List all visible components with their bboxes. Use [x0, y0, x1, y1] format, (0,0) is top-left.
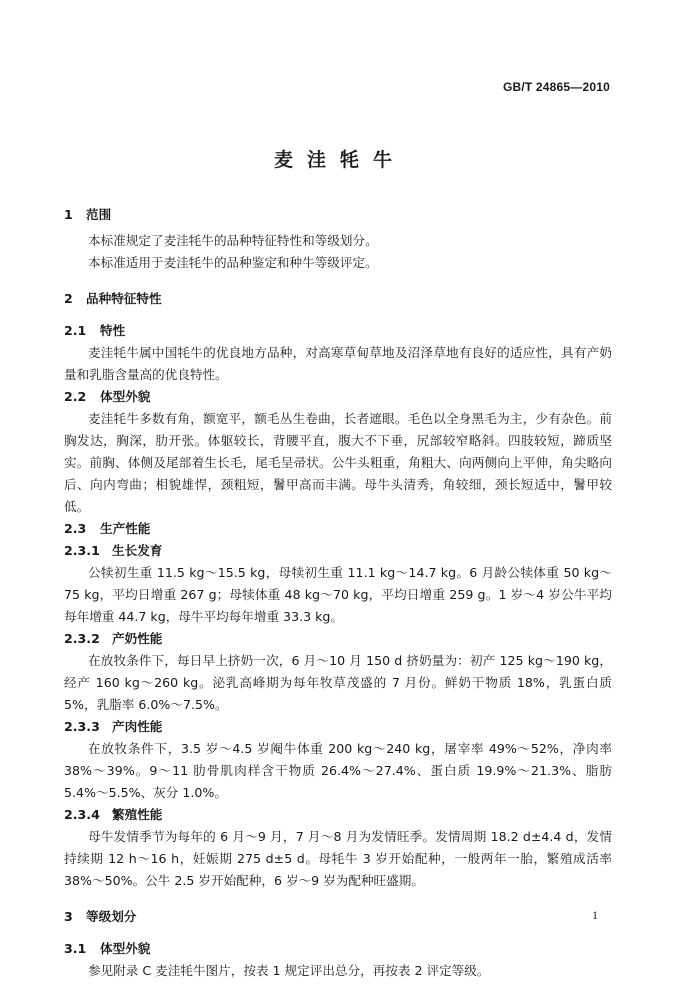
section-2-2-heading: [64, 386, 612, 408]
section-number: 3: [64, 909, 73, 924]
section-2-3-2-heading: [64, 628, 612, 650]
section-3-heading: [64, 906, 612, 928]
section-number: 2.3.3: [64, 719, 100, 734]
section-title: 繁殖性能: [112, 807, 163, 822]
section-number: 3.1: [64, 941, 87, 956]
paragraph: 参见附录 C 麦洼牦牛图片，按表 1 规定评出总分，再按表 2 评定等级。: [88, 963, 490, 978]
section-2-heading: [64, 288, 612, 310]
paragraph: 本标准适用于麦洼牦牛的品种鉴定和种牛等级评定。: [88, 255, 378, 270]
section-title: 品种特征特性: [86, 291, 162, 306]
page-number: 1: [592, 908, 598, 922]
section-number: 2.3.2: [64, 631, 100, 646]
section-number: 2.2: [64, 389, 87, 404]
section-number: 2: [64, 291, 73, 306]
section-2-3-1-heading: [64, 540, 612, 562]
section-number: 2.3.1: [64, 543, 100, 558]
section-2-3-3-heading: [64, 716, 612, 738]
section-title: 生长发育: [112, 543, 163, 558]
paragraph: 公犊初生重 11.5 kg～15.5 kg，母犊初生重 11.1 kg～14.7 kg。6 月龄公犊体重 50 kg～75 kg，平均日增重 267 g；母犊体重 48 kg～70 kg，平均日增重 259 g。1 岁～4 岁公牛平均每年增重 44.7 kg，母牛平均每年增重 33.3 kg。: [64, 565, 612, 624]
paragraph: 本标准规定了麦洼牦牛的品种特征特性和等级划分。: [88, 233, 378, 248]
section-title: 产肉性能: [112, 719, 163, 734]
section-title: 体型外貌: [100, 941, 151, 956]
paragraph: 在放牧条件下，每日早上挤奶一次，6 月～10 月 150 d 挤奶量为：初产 125 kg～190 kg，经产 160 kg～260 kg。泌乳高峰期为每年牧草茂盛的 7 月份。鲜奶干物质 18%，乳蛋白质 5%，乳脂率 6.0%～7.5%。: [64, 653, 612, 712]
section-title: 体型外貌: [100, 389, 151, 404]
section-2-1-heading: [64, 320, 612, 342]
paragraph: 母牛发情季节为每年的 6 月～9 月，7 月～8 月为发情旺季。发情周期 18.2 d±4.4 d，发情持续期 12 h～16 h，妊娠期 275 d±5 d。母牦牛 3 岁开始配种，一般两年一胎，繁殖成活率 38%～50%。公牛 2.5 岁开始配种，6 岁～9 岁为配种旺盛期。: [64, 829, 612, 888]
document-title: 麦洼牦牛: [273, 149, 406, 171]
standard-code: GB/T 24865—2010: [502, 80, 610, 94]
section-number: 2.3.4: [64, 807, 100, 822]
paragraph: 在放牧条件下，3.5 岁～4.5 岁阉牛体重 200 kg～240 kg，屠宰率 49%～52%，净肉率 38%～39%。9～11 肋骨肌肉样含干物质 26.4%～27.4%、蛋白质 19.9%～21.3%、脂肪 5.4%～5.5%、灰分 1.0%。: [64, 741, 612, 800]
paragraph: 麦洼牦牛多数有角，额宽平，额毛丛生卷曲，长者遮眼。毛色以全身黑毛为主，少有杂色。前胸发达，胸深，肋开张。体躯较长，背腰平直，腹大不下垂，尻部较窄略斜。四肢较短，蹄质坚实。前胸、体侧及尾部着生长毛，尾毛呈帚状。公牛头粗重，角粗大、向两侧向上平伸，角尖略向后、向内弯曲；相貌雄悍，颈粗短，鬐甲高而丰满。母牛头清秀，角较细，颈长短适中，鬐甲较低。: [64, 411, 612, 514]
document-body: [64, 200, 612, 982]
section-title: 等级划分: [86, 909, 137, 924]
section-1-heading: [64, 204, 612, 226]
section-title: 特性: [100, 323, 126, 338]
section-title: 范围: [86, 207, 112, 222]
section-title: 生产性能: [100, 521, 151, 536]
section-number: 2.1: [64, 323, 87, 338]
section-number: 1: [64, 207, 73, 222]
section-3-1-heading: [64, 938, 612, 960]
section-2-3-heading: [64, 518, 612, 540]
paragraph: 麦洼牦牛属中国牦牛的优良地方品种，对高寒草甸草地及沼泽草地有良好的适应性，具有产奶量和乳脂含量高的优良特性。: [64, 345, 612, 382]
section-number: 2.3: [64, 521, 87, 536]
section-title: 产奶性能: [112, 631, 163, 646]
section-2-3-4-heading: [64, 804, 612, 826]
